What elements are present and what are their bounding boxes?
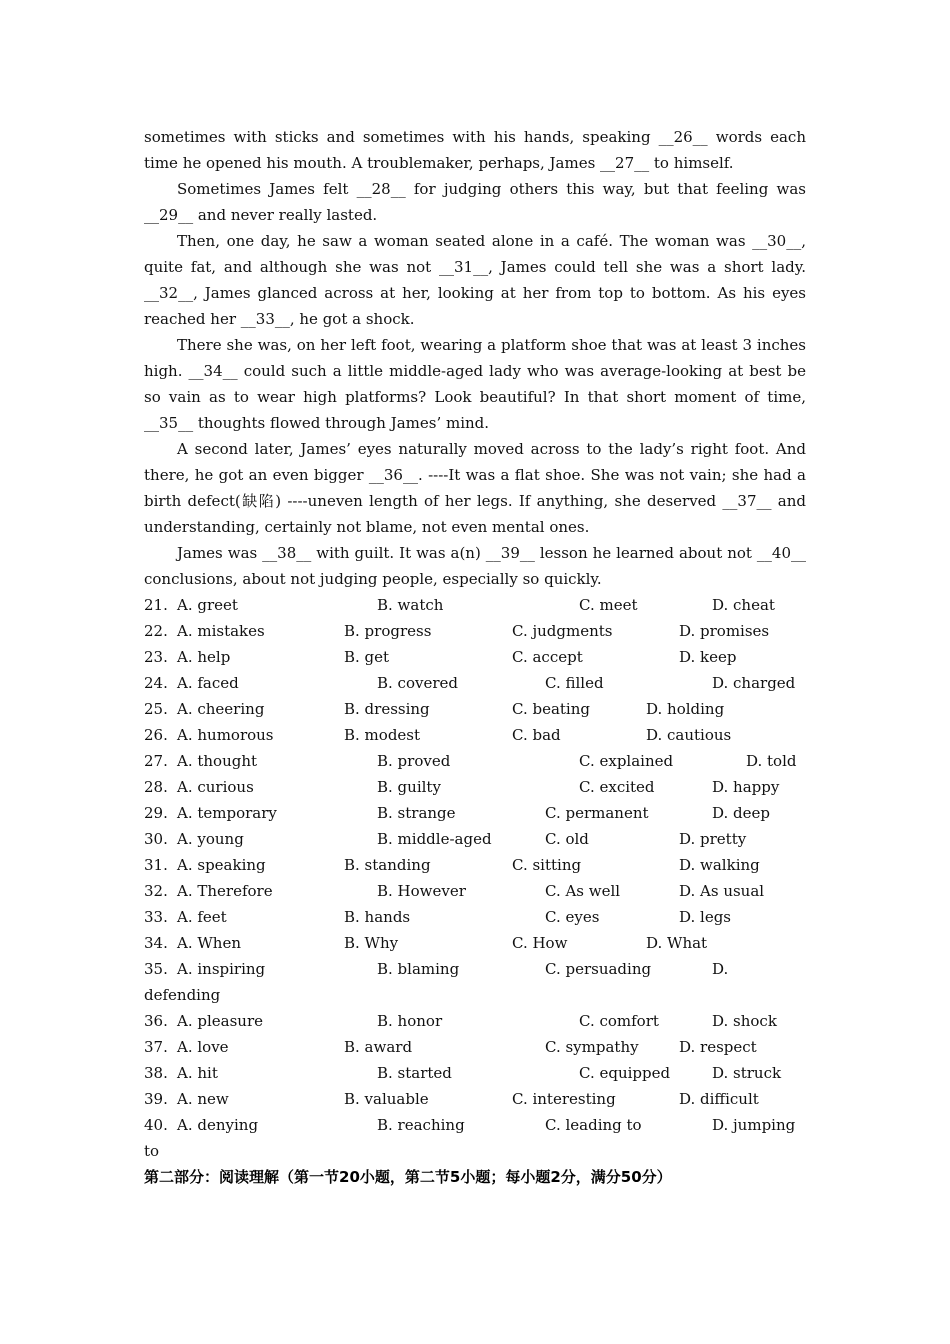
option-d: D. shock	[712, 1012, 777, 1030]
question-number: 33.	[144, 908, 168, 926]
option-d: D. difficult	[679, 1090, 759, 1108]
question-number: 34.	[144, 934, 168, 952]
question-number: 28.	[144, 778, 168, 796]
option-b: B. dressing	[344, 700, 430, 718]
option-d: D. told	[746, 752, 797, 770]
option-a: A. help	[177, 648, 231, 666]
option-c: C. accept	[512, 648, 583, 666]
passage-paragraph: Then, one day, he saw a woman seated alone in a café. The woman was __30__, quite fat, and although she was not __31__, James could tell she was a short lady. __32__, James glanced across at her, looking at her from top to bottom. As his eyes reached her __33__, he got a shock.	[144, 232, 806, 328]
question-number: 37.	[144, 1038, 168, 1056]
option-d: D. keep	[679, 648, 737, 666]
passage-paragraph: James was __38__ with guilt. It was a(n) __39__ lesson he learned about not __40__ conclusions, about not judging people, especially so quickly.	[144, 544, 806, 588]
option-d: D. walking	[679, 856, 760, 874]
option-d: D. struck	[712, 1064, 782, 1082]
option-b: B. valuable	[344, 1090, 429, 1108]
option-a: A. hit	[177, 1064, 218, 1082]
passage-paragraph: Sometimes James felt __28__ for judging others this way, but that feeling was __29__ and never really lasted.	[144, 180, 806, 224]
exam-page	[144, 124, 806, 1190]
option-c: C. equipped	[579, 1064, 671, 1082]
question-row	[144, 618, 806, 644]
passage-paragraph: A second later, James’ eyes naturally moved across to the lady’s right foot. And there, he got an even bigger __36__. ----It was a flat shoe. She was not vain; she had a birth defect(缺陷) ----uneven length of her legs. If anything, she deserved __37__ and understanding, certainly not blame, not even mental ones.	[144, 440, 806, 536]
option-a: A. love	[177, 1038, 229, 1056]
question-number: 26.	[144, 726, 168, 744]
question-number: 31.	[144, 856, 168, 874]
option-a: A. When	[177, 934, 241, 952]
option-c: C. judgments	[512, 622, 613, 640]
option-b: B. progress	[344, 622, 432, 640]
section-heading: 第二部分：阅读理解（第一节20小题，第二节5小题；每小题2分，满分50分）	[144, 1168, 672, 1186]
question-row	[144, 670, 806, 696]
option-c: C. meet	[579, 596, 638, 614]
question-number: 23.	[144, 648, 168, 666]
option-b: B. modest	[344, 726, 421, 744]
option-a: A. faced	[177, 674, 239, 692]
option-d: D. As usual	[679, 882, 765, 900]
option-b: B. honor	[377, 1012, 443, 1030]
option-c: C. old	[545, 830, 589, 848]
option-c: C. As well	[545, 882, 621, 900]
passage-paragraph: There she was, on her left foot, wearing a platform shoe that was at least 3 inches high. __34__ could such a little middle-aged lady who was average-looking at best be so vain as to wear high platforms? Look beautiful? In that short moment of time, __35__ thoughts flowed through James’ mind.	[144, 336, 806, 432]
option-a: A. cheering	[177, 700, 265, 718]
question-number: 24.	[144, 674, 168, 692]
option-c: C. explained	[579, 752, 674, 770]
option-b: B. strange	[377, 804, 456, 822]
question-row	[144, 644, 806, 670]
option-d: D. legs	[679, 908, 732, 926]
option-a: A. young	[177, 830, 244, 848]
question-number: 25.	[144, 700, 168, 718]
option-a: A. greet	[177, 596, 238, 614]
question-row	[144, 852, 806, 878]
option-c: C. sympathy	[545, 1038, 639, 1056]
option-a: A. pleasure	[177, 1012, 263, 1030]
question-number: 36.	[144, 1012, 168, 1030]
option-a: A. feet	[177, 908, 227, 926]
option-b: B. However	[377, 882, 466, 900]
option-d: D. holding	[646, 700, 725, 718]
option-d: D. What	[646, 934, 708, 952]
question-row	[144, 722, 806, 748]
option-wrap-tail: to	[144, 1142, 160, 1160]
option-a: A. mistakes	[177, 622, 265, 640]
option-b: B. get	[344, 648, 390, 666]
option-b: B. Why	[344, 934, 399, 952]
option-c: C. filled	[545, 674, 604, 692]
question-number: 32.	[144, 882, 168, 900]
option-a: A. curious	[177, 778, 254, 796]
question-row	[144, 878, 806, 904]
option-c: C. comfort	[579, 1012, 659, 1030]
question-number: 27.	[144, 752, 168, 770]
option-b: B. reaching	[377, 1116, 465, 1134]
question-row	[144, 904, 806, 930]
option-b: B. watch	[377, 596, 444, 614]
option-b: B. middle-aged	[377, 830, 492, 848]
option-d: D. cheat	[712, 596, 775, 614]
option-c: C. sitting	[512, 856, 582, 874]
question-number: 30.	[144, 830, 168, 848]
option-d: D. jumping	[712, 1116, 796, 1134]
question-row	[144, 696, 806, 722]
question-row	[144, 1086, 806, 1112]
question-row	[144, 1034, 806, 1060]
option-d: D. respect	[679, 1038, 757, 1056]
option-d: D. charged	[712, 674, 796, 692]
option-c: C. bad	[512, 726, 561, 744]
option-b: B. award	[344, 1038, 413, 1056]
option-a: A. new	[177, 1090, 229, 1108]
option-d: D. pretty	[679, 830, 747, 848]
question-row	[144, 826, 806, 852]
option-b: B. blaming	[377, 960, 460, 978]
option-c: C. permanent	[545, 804, 649, 822]
option-b: B. hands	[344, 908, 411, 926]
question-number: 40.	[144, 1116, 168, 1134]
question-row	[144, 748, 806, 774]
passage-paragraph: sometimes with sticks and sometimes with his hands, speaking __26__ words each time he opened his mouth. A troublemaker, perhaps, James __27__ to himself.	[144, 128, 806, 172]
option-c: C. excited	[579, 778, 655, 796]
question-number: 21.	[144, 596, 168, 614]
option-wrap-tail: defending	[144, 986, 221, 1004]
option-a: A. humorous	[177, 726, 274, 744]
option-c: C. interesting	[512, 1090, 616, 1108]
question-row	[144, 774, 806, 800]
option-d: D. promises	[679, 622, 770, 640]
option-c: C. eyes	[545, 908, 600, 926]
question-number: 22.	[144, 622, 168, 640]
option-c: C. leading to	[545, 1116, 642, 1134]
option-c: C. How	[512, 934, 568, 952]
option-a: A. inspiring	[177, 960, 266, 978]
option-b: B. started	[377, 1064, 452, 1082]
option-d: D.	[712, 960, 729, 978]
question-row	[144, 930, 806, 956]
option-d: D. happy	[712, 778, 780, 796]
question-row	[144, 1060, 806, 1086]
cloze-passage	[144, 124, 806, 592]
option-c: C. beating	[512, 700, 590, 718]
question-number: 38.	[144, 1064, 168, 1082]
question-number: 39.	[144, 1090, 168, 1108]
option-d: D. deep	[712, 804, 770, 822]
option-b: B. standing	[344, 856, 431, 874]
question-row	[144, 956, 806, 982]
option-a: A. temporary	[177, 804, 277, 822]
question-number: 29.	[144, 804, 168, 822]
option-a: A. denying	[177, 1116, 259, 1134]
option-d: D. cautious	[646, 726, 732, 744]
question-row	[144, 1112, 806, 1138]
option-b: B. covered	[377, 674, 458, 692]
option-b: B. guilty	[377, 778, 441, 796]
option-a: A. thought	[177, 752, 258, 770]
option-b: B. proved	[377, 752, 451, 770]
question-row	[144, 800, 806, 826]
question-row	[144, 592, 806, 618]
question-list	[144, 592, 806, 1164]
option-a: A. Therefore	[177, 882, 273, 900]
option-c: C. persuading	[545, 960, 652, 978]
question-number: 35.	[144, 960, 168, 978]
question-row	[144, 1008, 806, 1034]
option-a: A. speaking	[177, 856, 266, 874]
